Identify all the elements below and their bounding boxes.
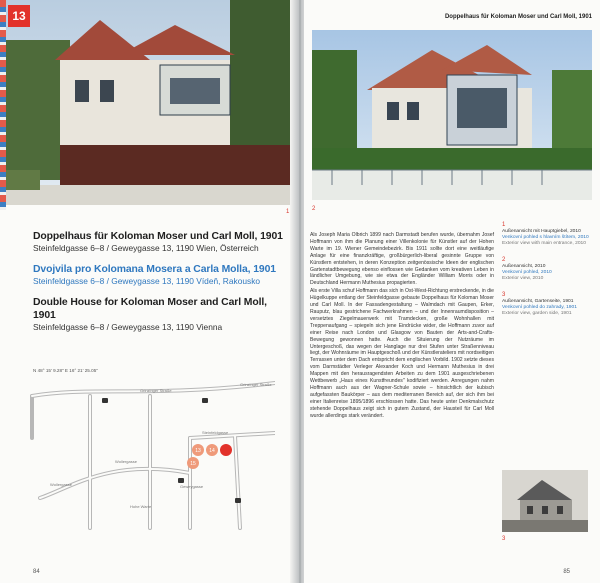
caption-de: Außenansicht, 2010 [502,264,546,269]
gps-coordinates: N 48° 15' 9.28" E 16° 21' 25.05" [33,368,98,373]
address-cz: Steinfeldgasse 6–8 / Geweygasse 13, 1190 Vídeň, Rakousko [33,276,261,286]
map-street-label: Grinzinger Straße [240,382,272,387]
body-text [310,232,494,420]
title-cz: Dvojvila pro Kolomana Mosera a Carla Mollа, 1901 [33,264,276,275]
location-map [30,378,275,533]
page-number-left: 84 [33,569,40,575]
caption-cz: Venkovní pohled, 2010 [502,270,552,275]
title-de: Doppelhaus für Koloman Moser und Carl Moll, 1901 [33,231,283,242]
map-street-label: Wollergasse [50,482,72,487]
page-edge-tabs [0,0,6,210]
body-paragraph-2: Als erste Villa schuf Hoffmann das sich in Ost-West-Richtung erstreckende, in die Hügelkuppe entlang der Steinfeldgasse gebaute Doppelhaus für Koloman Moser und Carl Moll. In der Fassadengestaltung – Walmdach mit Gaupen, Erker, Rauputz, blau gestrichene Fachwerkrahmen – und der Innenraumdisposition – versetztes Ziegelmauerwerk mit Tramdecken, große Wohnhallen mit Treppenaufgang – spiegeln sich jene Eindrücke wider, die Hoffmann zuvor auf einer Reise nach London und Glasgow von Bauten der Arts-and-Crafts-Bewegung gewonnen hatte. Auch die Situierung der Nutzräume im Untergeschoß, das wegen der Hanglage nur drei Stufen unter Straßenniveau liegt, der Wohnräume im Hauptgeschoß und der Künstlerateliers mit nordseitigen Terrassen unter dem Dach entspricht dem englischen Vorbild. 1902 setzte dieses vom Darmstädter Verleger Alexander Koch und Hermann Muthesius in drei Mappen mit den herausragendsten Arbeiten zu dem 1901 ausgeschriebenen Wettbewerb „Haus eines Kunstfreundes" kodifiziert werden. Anregungen nahm Hoffmann auch aus der Wagner-Schule sowie – hinsichtlich der kubisch aufgefassten Baukörper – aus dem mediterranen Bereich auf, der sich ihm bei einer Italienreise 1895/1896 erschlossen hatte. Das heute unter Denkmalschutz stehende Doppelhaus zeigt sich in gutem Zustand, der Hausteil für Carl Moll wurde allerdings stark verändert. [310,288,494,419]
right-page [304,0,600,583]
map-marker-label: 13 [195,448,201,454]
house-photo-1 [0,0,296,205]
left-page [0,0,296,583]
map-marker-label: 14 [209,448,215,454]
caption-number: 3 [502,292,506,298]
photo-number-2: 2 [312,206,316,212]
caption-cz: Venkovní pohled s hlavním štítem, 2010 [502,235,589,240]
caption-number: 2 [502,257,506,263]
running-head: Doppelhaus für Koloman Moser und Carl Moll, 1901 [444,14,592,20]
map-street-label: Hohe Warte [130,504,152,509]
chapter-badge: 13 [8,5,30,27]
body-paragraph-1: Als Joseph Maria Olbrich 1899 nach Darmstadt berufen wurde, übernahm Josef Hoffmann von ihm die Planung einer Villenkolonie für Künstler auf der Hohen Warte im 19. Wiener Gemeindebezirk. Bis 1911 sollte dort eine weitläufige Anlage für eine finanzkräftige, großbürgerlich-liberal gesinnte Gruppe von Künstlern entstehen, in deren Konzeption zeitgenössische Ideen der englischen Gartenstadtbewegung ebenso einflossen wie Gedanken vom kreativen Leben in ländlicher Umgebung, wie sie etwa der Engländer William Morris oder in Deutschland Hermann Muthesius propagierten. [310,232,494,287]
house-photo-2 [312,30,592,200]
map-street-label: Steinfeldgasse [202,430,229,435]
caption-3 [502,292,594,317]
caption-de: Außenansicht mit Hauptgiebel, 2010 [502,229,581,234]
photo-captions [502,222,594,327]
caption-en: Exterior view, garden side, 1901 [502,311,572,316]
address-de: Steinfeldgasse 6–8 / Geweygasse 13, 1190 Wien, Österreich [33,243,259,253]
caption-number: 1 [502,222,506,228]
map-marker-label: 15 [190,461,196,467]
historic-photo-3 [502,470,588,532]
photo-number-1: 1 [286,209,290,215]
address-en: Steinfeldgasse 6–8 / Geweygasse 13, 1190 Vienna [33,322,223,332]
caption-en: Exterior view, 2010 [502,276,544,281]
caption-cz: Venkovní pohled do zahrady, 1901 [502,305,577,310]
title-en: Double House for Koloman Moser and Carl Moll, 1901 [33,297,267,321]
map-street-label: Grinzinger Straße [140,388,172,393]
caption-1 [502,222,594,247]
map-street-label: Geweygasse [180,484,204,489]
caption-en: Exterior view with main entrance, 2010 [502,241,586,246]
page-number-right: 85 [563,569,570,575]
caption-de: Außenansicht, Gartenseite, 1901 [502,299,574,304]
title-block [33,230,283,342]
caption-2 [502,257,594,282]
photo-number-3: 3 [502,536,506,542]
map-street-label: Wollergasse [115,459,137,464]
